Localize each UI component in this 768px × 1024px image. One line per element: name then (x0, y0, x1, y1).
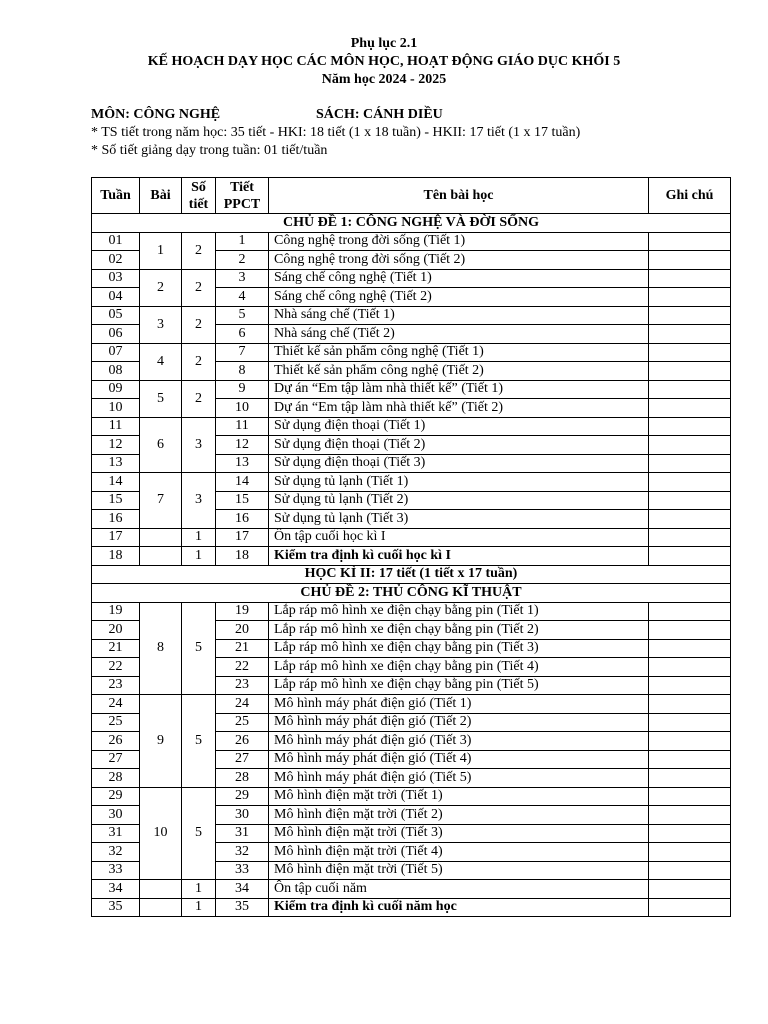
lesson-name-cell: Công nghệ trong đời sống (Tiết 1) (269, 232, 649, 251)
note-cell (649, 436, 731, 455)
ppct-cell: 26 (216, 732, 269, 751)
ppct-cell: 19 (216, 602, 269, 621)
ppct-cell: 34 (216, 880, 269, 899)
week-cell: 02 (92, 251, 140, 270)
ppct-cell: 8 (216, 362, 269, 381)
ppct-cell: 31 (216, 824, 269, 843)
week-column-header: Tuần (92, 178, 140, 214)
lesson-number-cell: 10 (140, 787, 182, 880)
table-row (92, 343, 731, 362)
ppct-cell: 12 (216, 436, 269, 455)
ppct-cell: 23 (216, 676, 269, 695)
lesson-name-cell: Mô hình máy phát điện gió (Tiết 3) (269, 732, 649, 751)
note-cell (649, 306, 731, 325)
week-cell: 11 (92, 417, 140, 436)
table-row (92, 306, 731, 325)
lesson-name-cell: Lắp ráp mô hình xe điện chạy bằng pin (Tiết 5) (269, 676, 649, 695)
note-cell (649, 602, 731, 621)
weekly-periods-note: * Số tiết giảng dạy trong tuần: 01 tiết/tuần (91, 143, 328, 158)
table-row (92, 473, 731, 492)
lesson-name-cell: Lắp ráp mô hình xe điện chạy bằng pin (Tiết 3) (269, 639, 649, 658)
ppct-cell: 10 (216, 399, 269, 418)
ppct-cell: 20 (216, 621, 269, 640)
section-heading-row (92, 584, 731, 603)
week-cell: 17 (92, 528, 140, 547)
note-cell (649, 362, 731, 381)
lesson-column-header: Bài (140, 178, 182, 214)
ppct-cell: 4 (216, 288, 269, 307)
table-row (92, 898, 731, 917)
period-count-cell: 2 (182, 306, 216, 343)
note-cell (649, 824, 731, 843)
period-count-cell: 1 (182, 898, 216, 917)
note-cell (649, 639, 731, 658)
ppct-cell: 24 (216, 695, 269, 714)
document-title: KẾ HOẠCH DẠY HỌC CÁC MÔN HỌC, HOẠT ĐỘNG GIÁO DỤC KHỐI 5 (147, 54, 621, 69)
ppct-cell: 27 (216, 750, 269, 769)
ppct-cell: 32 (216, 843, 269, 862)
period-count-cell: 1 (182, 880, 216, 899)
lesson-name-cell: Ôn tập cuối năm (269, 880, 649, 899)
note-cell (649, 695, 731, 714)
table-row (92, 602, 731, 621)
period-count-cell: 1 (182, 547, 216, 566)
week-cell: 26 (92, 732, 140, 751)
week-cell: 22 (92, 658, 140, 677)
lesson-number-cell: 7 (140, 473, 182, 529)
note-cell (649, 288, 731, 307)
week-cell: 10 (92, 399, 140, 418)
lesson-name-cell: Mô hình máy phát điện gió (Tiết 1) (269, 695, 649, 714)
note-cell (649, 325, 731, 344)
lesson-plan-table (91, 177, 731, 917)
lesson-name-cell: Nhà sáng chế (Tiết 2) (269, 325, 649, 344)
ppct-cell: 28 (216, 769, 269, 788)
note-cell (649, 769, 731, 788)
week-cell: 03 (92, 269, 140, 288)
period-count-header-line2: tiết (188, 196, 209, 212)
note-cell (649, 251, 731, 270)
lesson-number-cell: 2 (140, 269, 182, 306)
week-cell: 06 (92, 325, 140, 344)
note-cell (649, 621, 731, 640)
lesson-name-cell: Sử dụng điện thoại (Tiết 2) (269, 436, 649, 455)
note-cell (649, 528, 731, 547)
ppct-cell: 7 (216, 343, 269, 362)
week-cell: 12 (92, 436, 140, 455)
lesson-number-cell: 8 (140, 602, 182, 695)
lesson-name-cell: Mô hình máy phát điện gió (Tiết 5) (269, 769, 649, 788)
lesson-name-cell: Mô hình máy phát điện gió (Tiết 2) (269, 713, 649, 732)
lesson-number-cell: 4 (140, 343, 182, 380)
total-periods-note: * TS tiết trong năm học: 35 tiết - HKI: 18 tiết (1 x 18 tuần) - HKII: 17 tiết (1 x 17 tuần) (91, 125, 581, 140)
lesson-number-cell: 6 (140, 417, 182, 473)
lesson-number-cell: 1 (140, 232, 182, 269)
lesson-name-cell: Kiểm tra định kì cuối học kì I (269, 547, 649, 566)
lesson-name-cell: Lắp ráp mô hình xe điện chạy bằng pin (Tiết 4) (269, 658, 649, 677)
lesson-number-cell (140, 528, 182, 547)
period-count-cell: 2 (182, 343, 216, 380)
ppct-cell: 22 (216, 658, 269, 677)
note-cell (649, 676, 731, 695)
lesson-name-cell: Mô hình máy phát điện gió (Tiết 4) (269, 750, 649, 769)
lesson-name-cell: Mô hình điện mặt trời (Tiết 3) (269, 824, 649, 843)
week-cell: 05 (92, 306, 140, 325)
ppct-cell: 2 (216, 251, 269, 270)
note-cell (649, 380, 731, 399)
ppct-cell: 25 (216, 713, 269, 732)
section-heading: CHỦ ĐỀ 2: THỦ CÔNG KĨ THUẬT (92, 584, 731, 603)
note-cell (649, 713, 731, 732)
week-cell: 29 (92, 787, 140, 806)
note-column-header: Ghi chú (649, 178, 731, 214)
note-cell (649, 750, 731, 769)
ppct-cell: 16 (216, 510, 269, 529)
school-year: Năm học 2024 - 2025 (321, 72, 447, 87)
note-cell (649, 399, 731, 418)
ppct-cell: 30 (216, 806, 269, 825)
week-cell: 13 (92, 454, 140, 473)
lesson-name-cell: Sáng chế công nghệ (Tiết 1) (269, 269, 649, 288)
week-cell: 24 (92, 695, 140, 714)
ppct-header-line2: PPCT (223, 196, 261, 212)
lesson-name-cell: Sử dụng tủ lạnh (Tiết 3) (269, 510, 649, 529)
table-row (92, 417, 731, 436)
ppct-cell: 9 (216, 380, 269, 399)
table-row (92, 787, 731, 806)
period-count-cell: 5 (182, 602, 216, 695)
lesson-name-cell: Sử dụng điện thoại (Tiết 3) (269, 454, 649, 473)
lesson-name-cell: Sử dụng điện thoại (Tiết 1) (269, 417, 649, 436)
course-name: MÔN: CÔNG NGHỆ (91, 107, 221, 122)
week-cell: 20 (92, 621, 140, 640)
ppct-column-header (216, 178, 269, 214)
lesson-name-cell: Sử dụng tủ lạnh (Tiết 2) (269, 491, 649, 510)
week-cell: 21 (92, 639, 140, 658)
week-cell: 16 (92, 510, 140, 529)
period-count-cell: 5 (182, 787, 216, 880)
table-row (92, 880, 731, 899)
period-count-header-line1: Số (191, 179, 206, 195)
week-cell: 07 (92, 343, 140, 362)
lesson-name-cell: Lắp ráp mô hình xe điện chạy bằng pin (Tiết 2) (269, 621, 649, 640)
lesson-name-cell: Mô hình điện mặt trời (Tiết 2) (269, 806, 649, 825)
period-count-cell: 3 (182, 417, 216, 473)
period-count-cell: 2 (182, 380, 216, 417)
week-cell: 09 (92, 380, 140, 399)
table-body (92, 214, 731, 917)
section-heading: CHỦ ĐỀ 1: CÔNG NGHỆ VÀ ĐỜI SỐNG (92, 214, 731, 233)
lesson-name-cell: Dự án “Em tập làm nhà thiết kế” (Tiết 1) (269, 380, 649, 399)
week-cell: 01 (92, 232, 140, 251)
ppct-cell: 11 (216, 417, 269, 436)
note-cell (649, 861, 731, 880)
lesson-name-cell: Dự án “Em tập làm nhà thiết kế” (Tiết 2) (269, 399, 649, 418)
lesson-name-cell: Mô hình điện mặt trời (Tiết 4) (269, 843, 649, 862)
period-count-cell: 1 (182, 528, 216, 547)
week-cell: 08 (92, 362, 140, 381)
lesson-number-cell (140, 898, 182, 917)
table-header-row (92, 178, 731, 214)
ppct-cell: 17 (216, 528, 269, 547)
lesson-name-cell: Nhà sáng chế (Tiết 1) (269, 306, 649, 325)
lesson-number-cell (140, 880, 182, 899)
table-row (92, 232, 731, 251)
ppct-cell: 3 (216, 269, 269, 288)
period-count-column-header (182, 178, 216, 214)
section-heading: HỌC KÌ II: 17 tiết (1 tiết x 17 tuần) (92, 565, 731, 584)
ppct-cell: 29 (216, 787, 269, 806)
table-row (92, 547, 731, 566)
table-row (92, 269, 731, 288)
note-cell (649, 343, 731, 362)
week-cell: 34 (92, 880, 140, 899)
ppct-cell: 1 (216, 232, 269, 251)
note-cell (649, 880, 731, 899)
week-cell: 32 (92, 843, 140, 862)
ppct-cell: 13 (216, 454, 269, 473)
ppct-header-line1: Tiết (230, 179, 254, 195)
note-cell (649, 547, 731, 566)
appendix-label: Phụ lục 2.1 (350, 36, 418, 51)
lesson-name-cell: Mô hình điện mặt trời (Tiết 1) (269, 787, 649, 806)
ppct-cell: 14 (216, 473, 269, 492)
ppct-cell: 35 (216, 898, 269, 917)
subject-line (91, 106, 443, 124)
table-row (92, 380, 731, 399)
note-cell (649, 658, 731, 677)
period-count-cell: 3 (182, 473, 216, 529)
note-cell (649, 473, 731, 492)
lesson-name-cell: Kiểm tra định kì cuối năm học (269, 898, 649, 917)
week-cell: 14 (92, 473, 140, 492)
table-row (92, 528, 731, 547)
book-name: SÁCH: CÁNH DIỀU (316, 107, 443, 122)
week-cell: 04 (92, 288, 140, 307)
note-cell (649, 806, 731, 825)
ppct-cell: 15 (216, 491, 269, 510)
week-cell: 27 (92, 750, 140, 769)
week-cell: 28 (92, 769, 140, 788)
note-cell (649, 732, 731, 751)
lesson-name-cell: Sử dụng tủ lạnh (Tiết 1) (269, 473, 649, 492)
lesson-number-cell: 5 (140, 380, 182, 417)
note-cell (649, 843, 731, 862)
document-header (0, 35, 768, 89)
week-cell: 25 (92, 713, 140, 732)
period-count-cell: 2 (182, 232, 216, 269)
period-count-cell: 5 (182, 695, 216, 788)
lesson-name-cell: Thiết kế sản phẩm công nghệ (Tiết 2) (269, 362, 649, 381)
ppct-cell: 5 (216, 306, 269, 325)
ppct-cell: 33 (216, 861, 269, 880)
lesson-name-cell: Sáng chế công nghệ (Tiết 2) (269, 288, 649, 307)
section-heading-row (92, 565, 731, 584)
note-cell (649, 510, 731, 529)
week-cell: 30 (92, 806, 140, 825)
lesson-name-cell: Thiết kế sản phẩm công nghệ (Tiết 1) (269, 343, 649, 362)
note-cell (649, 232, 731, 251)
note-cell (649, 417, 731, 436)
week-cell: 35 (92, 898, 140, 917)
lesson-name-cell: Mô hình điện mặt trời (Tiết 5) (269, 861, 649, 880)
table-row (92, 695, 731, 714)
period-count-cell: 2 (182, 269, 216, 306)
week-cell: 31 (92, 824, 140, 843)
note-cell (649, 454, 731, 473)
week-cell: 33 (92, 861, 140, 880)
lesson-number-cell (140, 547, 182, 566)
note-cell (649, 491, 731, 510)
lesson-name-cell: Lắp ráp mô hình xe điện chạy bằng pin (Tiết 1) (269, 602, 649, 621)
week-cell: 18 (92, 547, 140, 566)
ppct-cell: 6 (216, 325, 269, 344)
ppct-cell: 18 (216, 547, 269, 566)
note-cell (649, 787, 731, 806)
lesson-number-cell: 3 (140, 306, 182, 343)
lesson-name-column-header: Tên bài học (269, 178, 649, 214)
section-heading-row (92, 214, 731, 233)
week-cell: 15 (92, 491, 140, 510)
lesson-name-cell: Ôn tập cuối học kì I (269, 528, 649, 547)
lesson-name-cell: Công nghệ trong đời sống (Tiết 2) (269, 251, 649, 270)
week-cell: 23 (92, 676, 140, 695)
week-cell: 19 (92, 602, 140, 621)
note-cell (649, 898, 731, 917)
note-cell (649, 269, 731, 288)
ppct-cell: 21 (216, 639, 269, 658)
lesson-number-cell: 9 (140, 695, 182, 788)
